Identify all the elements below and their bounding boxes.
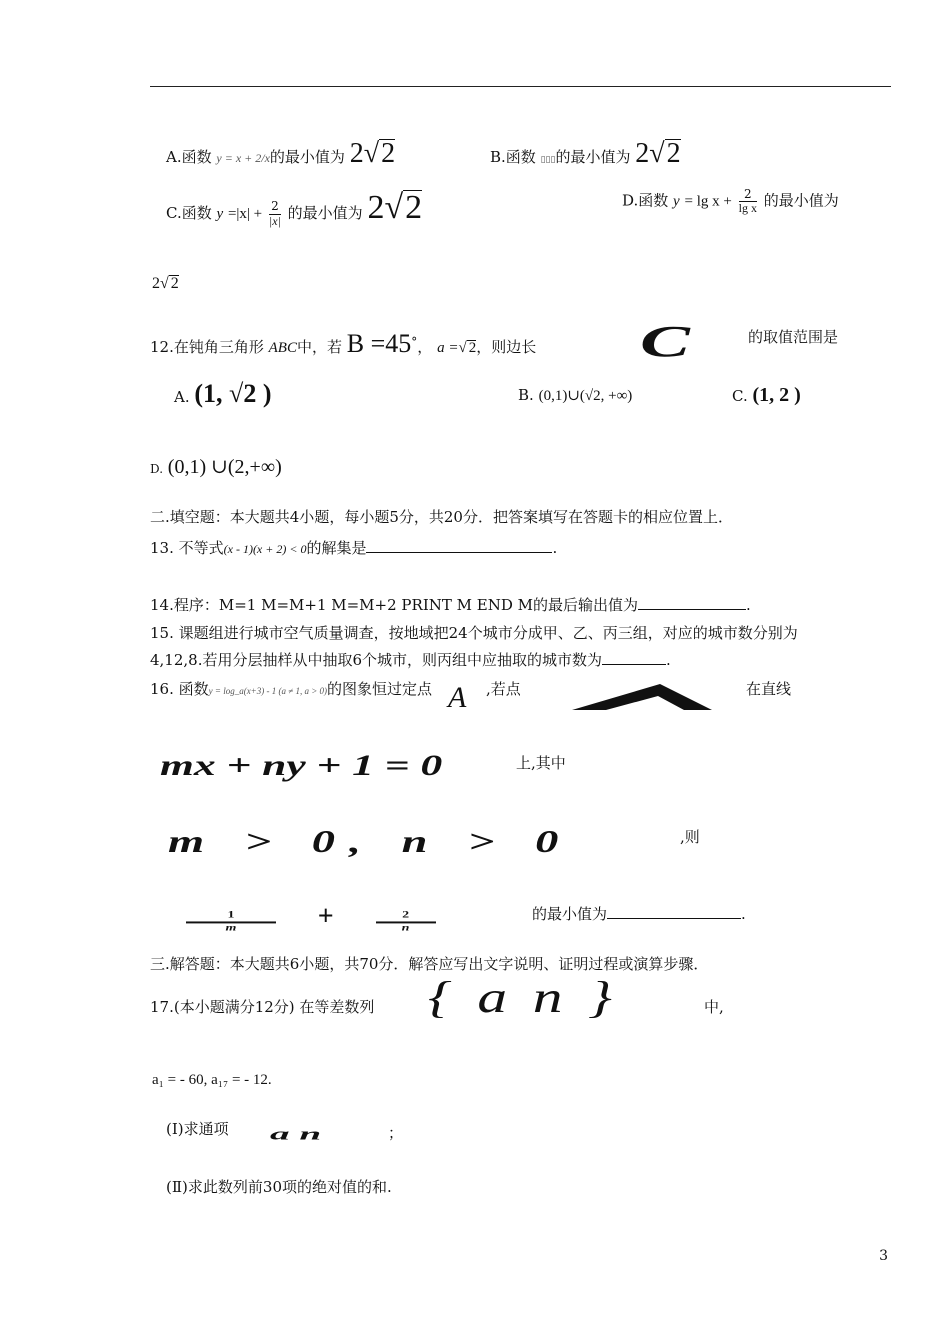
q16-ask: 的最小值为 . <box>532 905 746 923</box>
q16-line-equation: mx + ny + 1 = 0 <box>160 749 443 782</box>
q16-expression: $\frac{1}{m}$ + $\frac{2}{n}$ <box>186 904 436 941</box>
q16-stem-end: 在直线 <box>746 680 792 698</box>
q17-given: a₁ = - 60, a₁₇ = - 12. <box>152 1072 272 1088</box>
q17-part-1: (Ⅰ)求通项 <box>166 1120 229 1138</box>
q13-answer-blank[interactable] <box>366 538 552 553</box>
q11-option-a: A.函数 y = x + 2/x的最小值为 2√2 <box>166 138 396 169</box>
q15-answer-blank[interactable] <box>602 650 666 665</box>
q16-point-a: A <box>448 681 467 714</box>
q14-answer-blank[interactable] <box>638 595 746 610</box>
header-rule <box>150 86 891 87</box>
page-number: 3 <box>879 1248 888 1264</box>
q17-sequence: { a n } <box>428 973 618 1022</box>
q17-part-1-end: ； <box>388 1124 404 1142</box>
q16-answer-blank[interactable] <box>607 904 741 919</box>
q12-stem-end: 的取值范围是 <box>748 328 839 346</box>
q16-condition-post: ,则 <box>680 828 700 846</box>
q16-stem: 16. 函数y = log_a(x+3) - 1 (a ≠ 1, a > 0)的图象恒过定点 <box>150 680 433 698</box>
q16-condition: m > 0, n > 0 <box>168 823 573 859</box>
q11-option-c: C.函数 y =|x| + $\frac{2}{|x|}$ 的最小值为 2√2 <box>166 189 423 228</box>
q17-part-2: (Ⅱ)求此数列前30项的绝对值的和. <box>166 1178 392 1196</box>
section-2-heading: 二.填空题：本大题共4小题，每小题5分，共20分．把答案填写在答题卡的相应位置上． <box>150 508 733 526</box>
section-3-heading: 三.解答题：本大题共6小题，共70分．解答应写出文字说明、证明过程或演算步骤． <box>150 955 709 973</box>
q16-line-post: 上,其中 <box>516 754 566 772</box>
q17-stem: 17.(本小题满分12分) 在等差数列 <box>150 998 375 1016</box>
q12-option-d: D. (0,1) ∪(2,+∞) <box>150 456 282 478</box>
q15-line-1: 15. 课题组进行城市空气质量调查，按地域把24个城市分成甲、乙、丙三组，对应的城市数分别为 <box>150 624 798 642</box>
q12-side-c: C <box>640 317 690 366</box>
q11-b-expr-icon: ▯▯▯ <box>540 155 556 165</box>
q15-line-2: 4,12,8.若用分层抽样从中抽取6个城市，则丙组中应抽取的城市数为 . <box>150 651 671 669</box>
q17-part-1-var: a n <box>270 1125 322 1144</box>
q12-option-a: A. (1, √2 ) <box>174 379 272 408</box>
q12-option-b: B. (0,1)∪(√2, +∞) <box>518 386 633 404</box>
q16-stem-mid: ,若点 <box>486 680 521 698</box>
q17-stem-end: 中, <box>704 998 724 1016</box>
q11-option-d: D.函数 y = lg x + $\frac{2}{\text{lg x}}$ 的最小值为 <box>622 187 839 216</box>
q11-option-d-continued: 2√ 2 <box>152 275 179 292</box>
q12-option-c: C. (1, 2 ) <box>732 384 801 406</box>
q14: 14.程序：M=1 M=M+1 M=M+2 PRINT M END M的最后输出值为 . <box>150 596 751 614</box>
q11-option-b: B.函数 ▯▯▯的最小值为 2√2 <box>490 138 681 169</box>
q16-point-a-large-icon <box>566 682 716 712</box>
q13: 13. 不等式(x - 1)(x + 2) < 0的解集是 . <box>150 539 558 557</box>
q12-stem: 12.在钝角三角形 ABC中，若 B =45°， a =√ 2，则边长 <box>150 329 537 358</box>
